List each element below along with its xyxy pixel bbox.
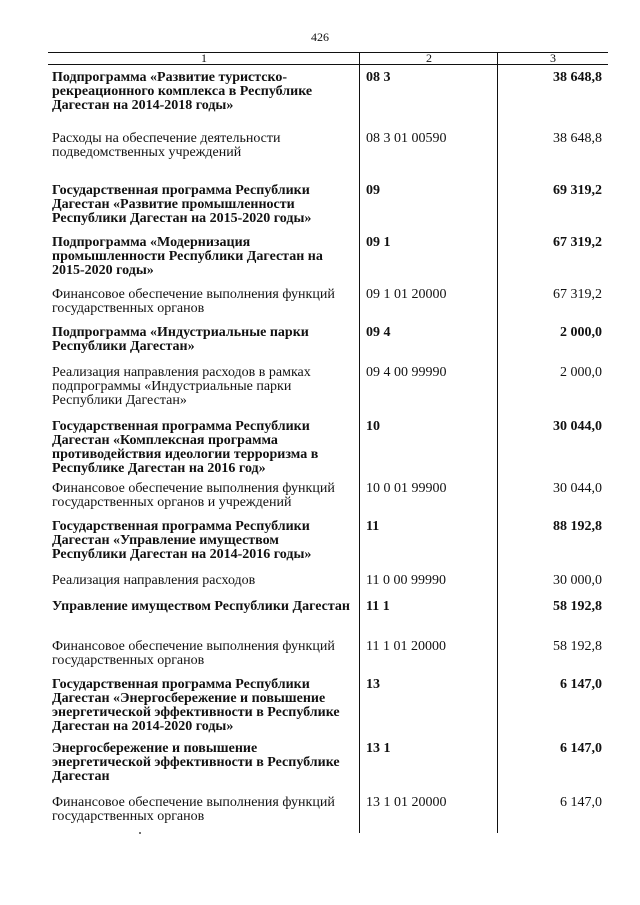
row-amount: 30 044,0 [553,481,602,496]
row-code: 08 3 01 00590 [366,131,447,146]
row-code: 09 1 [366,235,391,250]
row-name: Финансовое обеспечение выполнения функций государственных органов [52,639,335,668]
row-code: 13 1 [366,741,391,756]
row-amount: 2 000,0 [560,365,602,380]
row-code: 09 4 00 99990 [366,365,447,380]
row-amount: 58 192,8 [553,639,602,654]
row-amount: 2 000,0 [560,325,602,340]
table-header [48,53,608,65]
row-code: 11 [366,519,380,534]
row-amount: 30 044,0 [553,419,602,434]
row-amount: 69 319,2 [553,183,602,198]
row-amount: 88 192,8 [553,519,602,534]
row-code: 09 1 01 20000 [366,287,447,302]
row-code: 09 4 [366,325,391,340]
row-amount: 30 000,0 [553,573,602,588]
row-name: Государственная программа Республики Дагестан «Управление имуществом Республики Дагестан на 2014-2016 годы» [52,519,312,562]
row-amount: 67 319,2 [553,287,602,302]
budget-table [48,52,608,833]
row-name: Государственная программа Республики Дагестан «Энергосбережение и повышение энергетической эффективности в Республике Дагестан на 2014-2020 годы» [52,677,340,734]
row-amount: 67 319,2 [553,235,602,250]
row-code: 11 1 [366,599,390,614]
row-name: Подпрограмма «Модернизация промышленности Республики Дагестан на 2015-2020 годы» [52,235,323,278]
page-number: 426 [311,30,329,44]
row-amount: 6 147,0 [560,677,602,692]
row-name: Подпрограмма «Индустриальные парки Республики Дагестан» [52,325,309,354]
row-amount: 38 648,8 [553,131,602,146]
row-code: 13 [366,677,380,692]
row-code: 11 1 01 20000 [366,639,446,654]
row-name: Реализация направления расходов [52,573,256,588]
row-amount: 38 648,8 [553,70,602,85]
row-code: 10 [366,419,380,434]
row-name: Финансовое обеспечение выполнения функций государственных органов [52,287,335,316]
row-amount: 6 147,0 [560,741,602,756]
row-code: 08 3 [366,70,391,85]
row-code: 11 0 00 99990 [366,573,446,588]
row-code: 13 1 01 20000 [366,795,447,810]
row-code: 10 0 01 99900 [366,481,447,496]
row-name: Подпрограмма «Развитие туристско-рекреационного комплекса в Республике Дагестан на 2014-2018 годы» [52,70,313,113]
scan-dot [139,832,141,834]
row-amount: 58 192,8 [553,599,602,614]
row-amount: 6 147,0 [560,795,602,810]
row-name: Государственная программа Республики Дагестан «Комплексная программа противодействия идеологии терроризма в Республике Дагестан на 2016 год» [52,419,319,476]
column-header-amount: 3 [550,51,556,65]
row-name: Расходы на обеспечение деятельности подведомственных учреждений [52,131,281,160]
row-name: Управление имуществом Республики Дагестан [52,599,350,614]
row-name: Государственная программа Республики Дагестан «Развитие промышленности Республики Дагестан на 2015-2020 годы» [52,183,312,226]
row-code: 09 [366,183,380,198]
table-body [48,66,608,833]
row-name: Финансовое обеспечение выполнения функций государственных органов [52,795,335,824]
row-name: Энергосбережение и повышение энергетической эффективности в Республике Дагестан [52,741,340,784]
row-name: Финансовое обеспечение выполнения функций государственных органов и учреждений [52,481,335,510]
row-name: Реализация направления расходов в рамках подпрограммы «Индустриальные парки Республики Дагестан» [52,365,311,408]
column-header-code: 2 [426,51,432,65]
column-header-name: 1 [201,51,207,65]
